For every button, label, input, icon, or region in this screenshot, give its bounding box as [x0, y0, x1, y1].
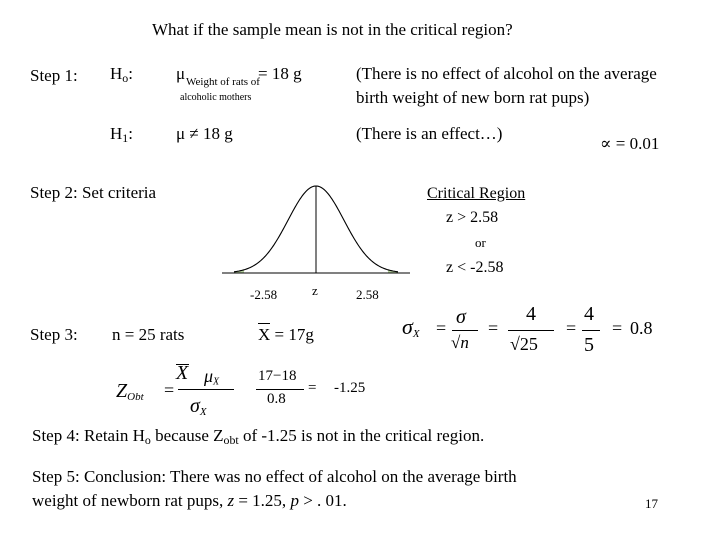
tick-center-label: z	[312, 283, 318, 298]
sigma-x-eq3: =	[566, 318, 577, 338]
sigma-x-den1: √n	[451, 333, 469, 352]
step4-text: Step 4: Retain $H_o$ because $Z_{obt}$ of -1.25 is not in the critical region.	[32, 426, 485, 447]
h0-label: $H_o$:	[110, 64, 133, 85]
h1-expression: μ ≠ 18 g	[176, 124, 233, 143]
h0-note-line2: birth weight of new born rat pups)	[356, 88, 590, 107]
z-obt-eq: =	[164, 380, 175, 400]
step3-label: Step 3:	[30, 325, 78, 344]
z-obt-fraction-bar-2	[256, 389, 304, 390]
h0-mu-subscript: Weight of rats of	[186, 76, 260, 88]
sigma-x-eq1: =	[436, 318, 447, 338]
z-obt-lhs: $Z_{Obt}$	[116, 380, 144, 403]
h0-value: = 18 g	[258, 64, 302, 83]
sigma-x-num2: 4	[526, 303, 536, 325]
sigma-x-lhs: $\sigma_X$	[402, 314, 420, 340]
critical-region-lower: z < -2.58	[446, 259, 504, 276]
z-obt-den: $\sigma_X$	[190, 395, 207, 418]
h1-label: $H_1$:	[110, 124, 133, 145]
sigma-x-num1: σ	[456, 306, 466, 328]
sigma-x-den3: 5	[584, 334, 594, 356]
z-obt-eq2: =	[308, 380, 317, 396]
sigma-x-num3: 4	[584, 303, 594, 325]
z-obt-result: -1.25	[334, 380, 366, 396]
z-obt-num-mu: $\mu_X$	[204, 366, 220, 388]
tick-right-label: 2.58	[356, 287, 379, 302]
critical-region-or: or	[475, 235, 486, 250]
sample-mean: X = 17g	[258, 325, 314, 344]
step5-line1: Step 5: Conclusion: There was no effect of alcohol on the average birth	[32, 467, 517, 486]
sigma-x-den2: √25	[510, 334, 538, 354]
sigma-x-fraction-bar-3	[582, 330, 600, 331]
h0-mu-subscript-line2: alcoholic mothers	[180, 92, 252, 103]
page-number: 17	[645, 496, 658, 511]
z-obt-num-x: X	[176, 362, 189, 384]
step1-label: Step 1:	[30, 66, 78, 85]
sigma-x-eq2: =	[488, 318, 499, 338]
tick-left-label: -2.58	[250, 287, 278, 302]
sigma-x-eq4: =	[612, 318, 623, 338]
sigma-x-result: 0.8	[630, 318, 653, 338]
step2-label: Step 2: Set criteria	[30, 183, 157, 202]
h0-mu-symbol: μ	[176, 64, 186, 83]
z-obt-fraction-bar	[178, 389, 234, 390]
step5-line2: weight of newborn rat pups, z = 1.25, p > . 01.	[32, 491, 347, 510]
sigma-x-fraction-bar-1	[452, 330, 478, 331]
critical-region-title: Critical Region	[427, 185, 526, 202]
alpha-level: ∝ = 0.01	[600, 134, 660, 153]
sigma-x-fraction-bar-2	[508, 330, 554, 331]
h0-note-line1: (There is no effect of alcohol on the average	[356, 64, 657, 83]
z-obt-den2: 0.8	[267, 391, 286, 407]
critical-region-upper: z > 2.58	[446, 209, 499, 226]
slide-title: What if the sample mean is not in the critical region?	[152, 20, 513, 39]
sample-size: n = 25 rats	[112, 325, 185, 344]
z-obt-num2: 17−18	[258, 368, 297, 384]
h1-note: (There is an effect…)	[356, 124, 503, 143]
